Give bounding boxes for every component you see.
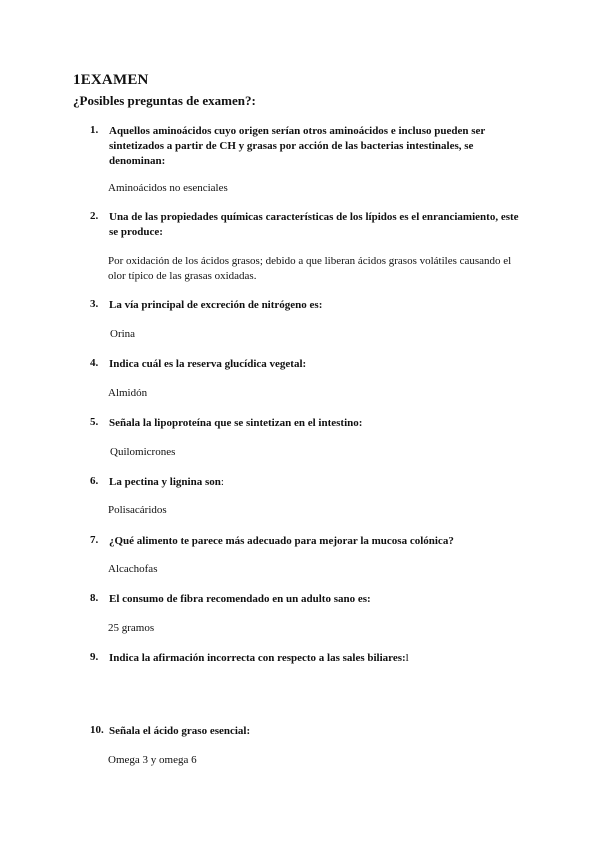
question-text xyxy=(109,651,520,666)
question-text: La vía principal de excreción de nitrógeno es: xyxy=(109,299,323,311)
question-text-bold: La pectina y lignina son xyxy=(109,476,221,488)
question-text xyxy=(109,475,520,490)
answer-1: Aminoácidos no esenciales xyxy=(108,182,228,194)
page-title: 1EXAMEN xyxy=(73,72,149,88)
answer-2: Por oxidación de los ácidos grasos; debido a que liberan ácidos grasos volátiles causando el olor típico de las grasas oxidadas. xyxy=(108,255,512,282)
page-subtitle: ¿Posibles preguntas de examen?: xyxy=(73,93,256,108)
question-9 xyxy=(90,651,520,666)
question-text: Indica cuál es la reserva glucídica vegetal: xyxy=(109,358,307,370)
question-text: Una de las propiedades químicas características de los lípidos es el enranciamiento, este se produce: xyxy=(109,211,519,238)
question-number: 8. xyxy=(90,592,99,604)
question-4 xyxy=(90,357,520,372)
question-number: 7. xyxy=(90,534,99,546)
question-number: 9. xyxy=(90,651,99,663)
question-number: 2. xyxy=(90,210,99,222)
question-text-bold: Indica la afirmación incorrecta con respecto a las sales biliares: xyxy=(109,652,406,664)
answer-10: Omega 3 y omega 6 xyxy=(108,754,197,766)
question-text: El consumo de fibra recomendado en un adulto sano es: xyxy=(109,593,371,605)
question-6 xyxy=(90,475,520,490)
question-5 xyxy=(90,416,520,431)
question-text-suffix: : xyxy=(220,476,224,488)
question-1 xyxy=(90,124,520,169)
question-3 xyxy=(90,298,520,313)
answer-4: Almidón xyxy=(108,387,148,399)
answer-6: Polisacáridos xyxy=(108,504,167,516)
question-text: Señala la lipoproteína que se sintetizan en el intestino: xyxy=(109,417,363,429)
answer-5: Quilomicrones xyxy=(110,446,176,458)
question-text-suffix: l xyxy=(405,652,409,664)
question-number: 4. xyxy=(90,357,99,369)
answer-7: Alcachofas xyxy=(108,563,158,575)
question-8 xyxy=(90,592,520,607)
question-10 xyxy=(90,724,520,739)
question-number: 10. xyxy=(90,724,104,736)
question-text: Señala el ácido graso esencial: xyxy=(109,725,251,737)
question-number: 5. xyxy=(90,416,99,428)
question-number: 3. xyxy=(90,298,99,310)
answer-3: Orina xyxy=(110,328,136,340)
question-2 xyxy=(90,210,520,240)
answer-8: 25 gramos xyxy=(108,622,155,634)
question-text: ¿Qué alimento te parece más adecuado para mejorar la mucosa colónica? xyxy=(109,535,454,547)
question-number: 6. xyxy=(90,475,99,487)
question-7 xyxy=(90,534,520,549)
question-number: 1. xyxy=(90,124,99,136)
question-text: Aquellos aminoácidos cuyo origen serían otros aminoácidos e incluso pueden ser sintetizados a partir de CH y grasas por acción de las bacterias intestinales, se denominan: xyxy=(109,125,486,167)
